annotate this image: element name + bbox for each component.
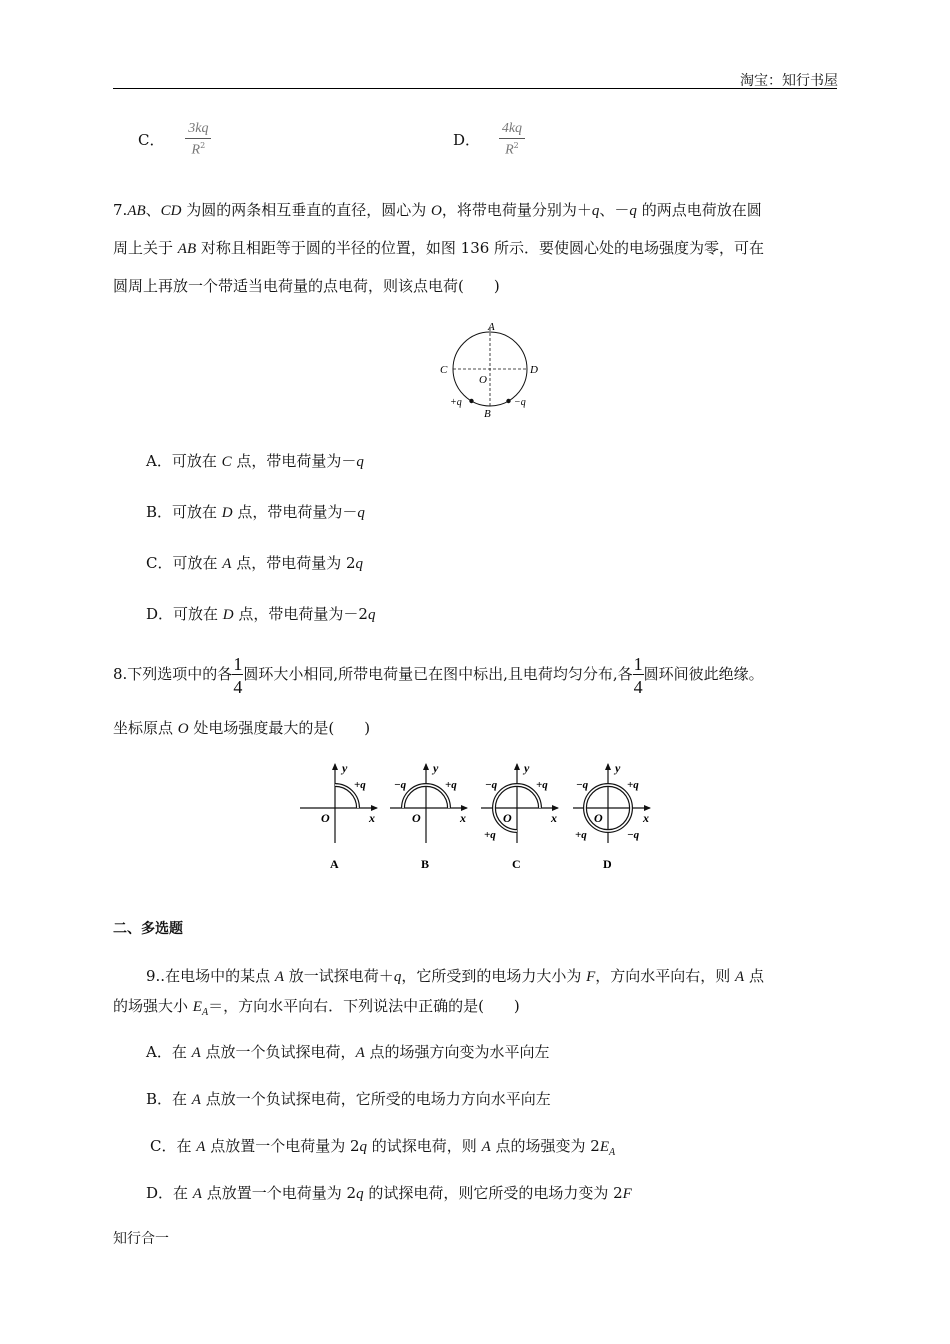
q7-label-a: A xyxy=(488,321,495,333)
q6-option-d-fraction xyxy=(499,122,525,158)
q8-d-charge-q1: +q xyxy=(627,779,639,791)
q6-option-c xyxy=(138,122,211,158)
q8-a-option-label: A xyxy=(330,857,339,871)
q7-label-b: B xyxy=(484,408,491,420)
q7-option-a: A．可放在 C 点，带电荷量为－q xyxy=(146,452,364,470)
q7-line-2: 周上关于 AB 对称且相距等于圆的半径的位置，如图 136 所示．要使圆心处的电场强度为零，可在 xyxy=(113,239,765,257)
q7-option-c: C．可放在 A 点，带电荷量为 2q xyxy=(146,554,364,572)
q7-option-b: B．可放在 D 点，带电荷量为－q xyxy=(146,503,365,521)
q6-c-denominator: R xyxy=(191,142,201,158)
q8-b-origin-label: O xyxy=(412,811,421,825)
q8-panel-b xyxy=(390,761,467,871)
q8-panel-c xyxy=(481,761,558,871)
q8-d-option-label: D xyxy=(603,857,612,871)
q8-panel-a xyxy=(300,761,377,871)
q8-a-x-label: x xyxy=(369,811,375,825)
q6-option-c-fraction xyxy=(185,122,211,158)
q8-c-origin-label: O xyxy=(503,811,512,825)
q7-label-plus-q: +q xyxy=(450,397,462,408)
q7-label-minus-q: −q xyxy=(514,397,526,408)
q8-c-option-label: C xyxy=(512,857,521,871)
q6-d-denominator: R xyxy=(505,142,514,158)
q9-option-c: C．在 A 点放置一个电荷量为 2q 的试探电荷，则 A 点的场强变为 $2E_A$ xyxy=(150,1137,616,1158)
q8-quarter-rings-figure xyxy=(290,758,660,873)
q6-option-d xyxy=(453,122,525,158)
header-rule xyxy=(113,88,837,89)
q8-d-y-label: y xyxy=(615,761,621,775)
q8-c-charge-q1: +q xyxy=(536,779,548,791)
q6-d-numerator: 4kq xyxy=(499,122,525,139)
q8-b-option-label: B xyxy=(421,857,430,871)
q8-a-origin-label: O xyxy=(321,811,330,825)
q7-line-3: 圆周上再放一个带适当电荷量的点电荷，则该点电荷( ) xyxy=(113,277,500,295)
q9-line-1: 9..在电场中的某点 A 放一试探电荷＋q，它所受到的电场力大小为 F，方向水平向右，则 A 点 xyxy=(146,967,764,985)
q7-label-d: D xyxy=(530,364,538,376)
q7-label-c: C xyxy=(440,364,448,376)
q8-c-x-label: x xyxy=(551,811,557,825)
section-multi-choice-title: 二、多选题 xyxy=(113,921,183,937)
q8-a-charge-q1: +q xyxy=(354,779,366,791)
q6-c-numerator: 3kq xyxy=(185,122,211,139)
q8-d-charge-q3: +q xyxy=(575,829,587,841)
q8-c-charge-q3: +q xyxy=(484,829,496,841)
q8-c-y-label: y xyxy=(524,761,530,775)
q8-d-origin-label: O xyxy=(594,811,603,825)
q8-d-x-label: x xyxy=(643,811,649,825)
q8-b-x-label: x xyxy=(460,811,466,825)
header-shop-name: 淘宝：知行书屋 xyxy=(740,73,838,89)
q8-fraction-2: $\frac{1}{4}$ xyxy=(633,653,643,697)
q8-a-y-label: y xyxy=(342,761,348,775)
q9-line-2: 的场强大小 $E_A=$，方向水平向右．下列说法中正确的是( ) xyxy=(113,997,520,1018)
q7-line-1: 7.AB、CD 为圆的两条相互垂直的直径，圆心为 O，将带电荷量分别为＋q、－q 的两点电荷放在圆 xyxy=(113,201,762,219)
q8-b-charge-q1: +q xyxy=(445,779,457,791)
q7-negative-charge xyxy=(506,399,510,403)
q9-option-b: B．在 A 点放一个负试探电荷，它所受的电场力方向水平向左 xyxy=(146,1090,551,1108)
q7-circle-figure xyxy=(430,316,550,424)
q8-d-charge-q2: −q xyxy=(576,779,589,791)
q8-line-2: 坐标原点 O 处电场强度最大的是( ) xyxy=(113,719,371,737)
q7-label-o: O xyxy=(479,374,487,386)
q7-positive-charge xyxy=(469,399,473,403)
q8-d-charge-q4: −q xyxy=(627,829,640,841)
q6-option-c-label: C． xyxy=(138,131,165,150)
q7-option-d: D．可放在 D 点，带电荷量为－2q xyxy=(146,605,376,623)
q6-d-exponent: 2 xyxy=(513,141,519,150)
q6-option-d-label: D． xyxy=(453,131,481,150)
q8-fraction-1: $\frac{1}{4}$ xyxy=(233,653,243,697)
q8-line-1: 8.下列选项中的各 $\frac{1}{4}$ 圆环大小相同,所带电荷量已在图中标出,且电荷均匀分布,各 $\frac{1}{4}$ 圆环间彼此绝缘。 xyxy=(113,653,764,697)
q8-b-charge-q2: −q xyxy=(394,779,407,791)
footer-motto: 知行合一 xyxy=(113,1231,169,1247)
q8-c-charge-q2: −q xyxy=(485,779,498,791)
q8-panel-d xyxy=(573,761,650,871)
q9-option-a: A．在 A 点放一个负试探电荷，A 点的场强方向变为水平向左 xyxy=(146,1043,550,1061)
q6-c-exponent: 2 xyxy=(200,141,206,150)
q9-option-d: D．在 A 点放置一个电荷量为 2q 的试探电荷，则它所受的电场力变为 2F xyxy=(146,1184,632,1202)
q8-b-y-label: y xyxy=(433,761,439,775)
